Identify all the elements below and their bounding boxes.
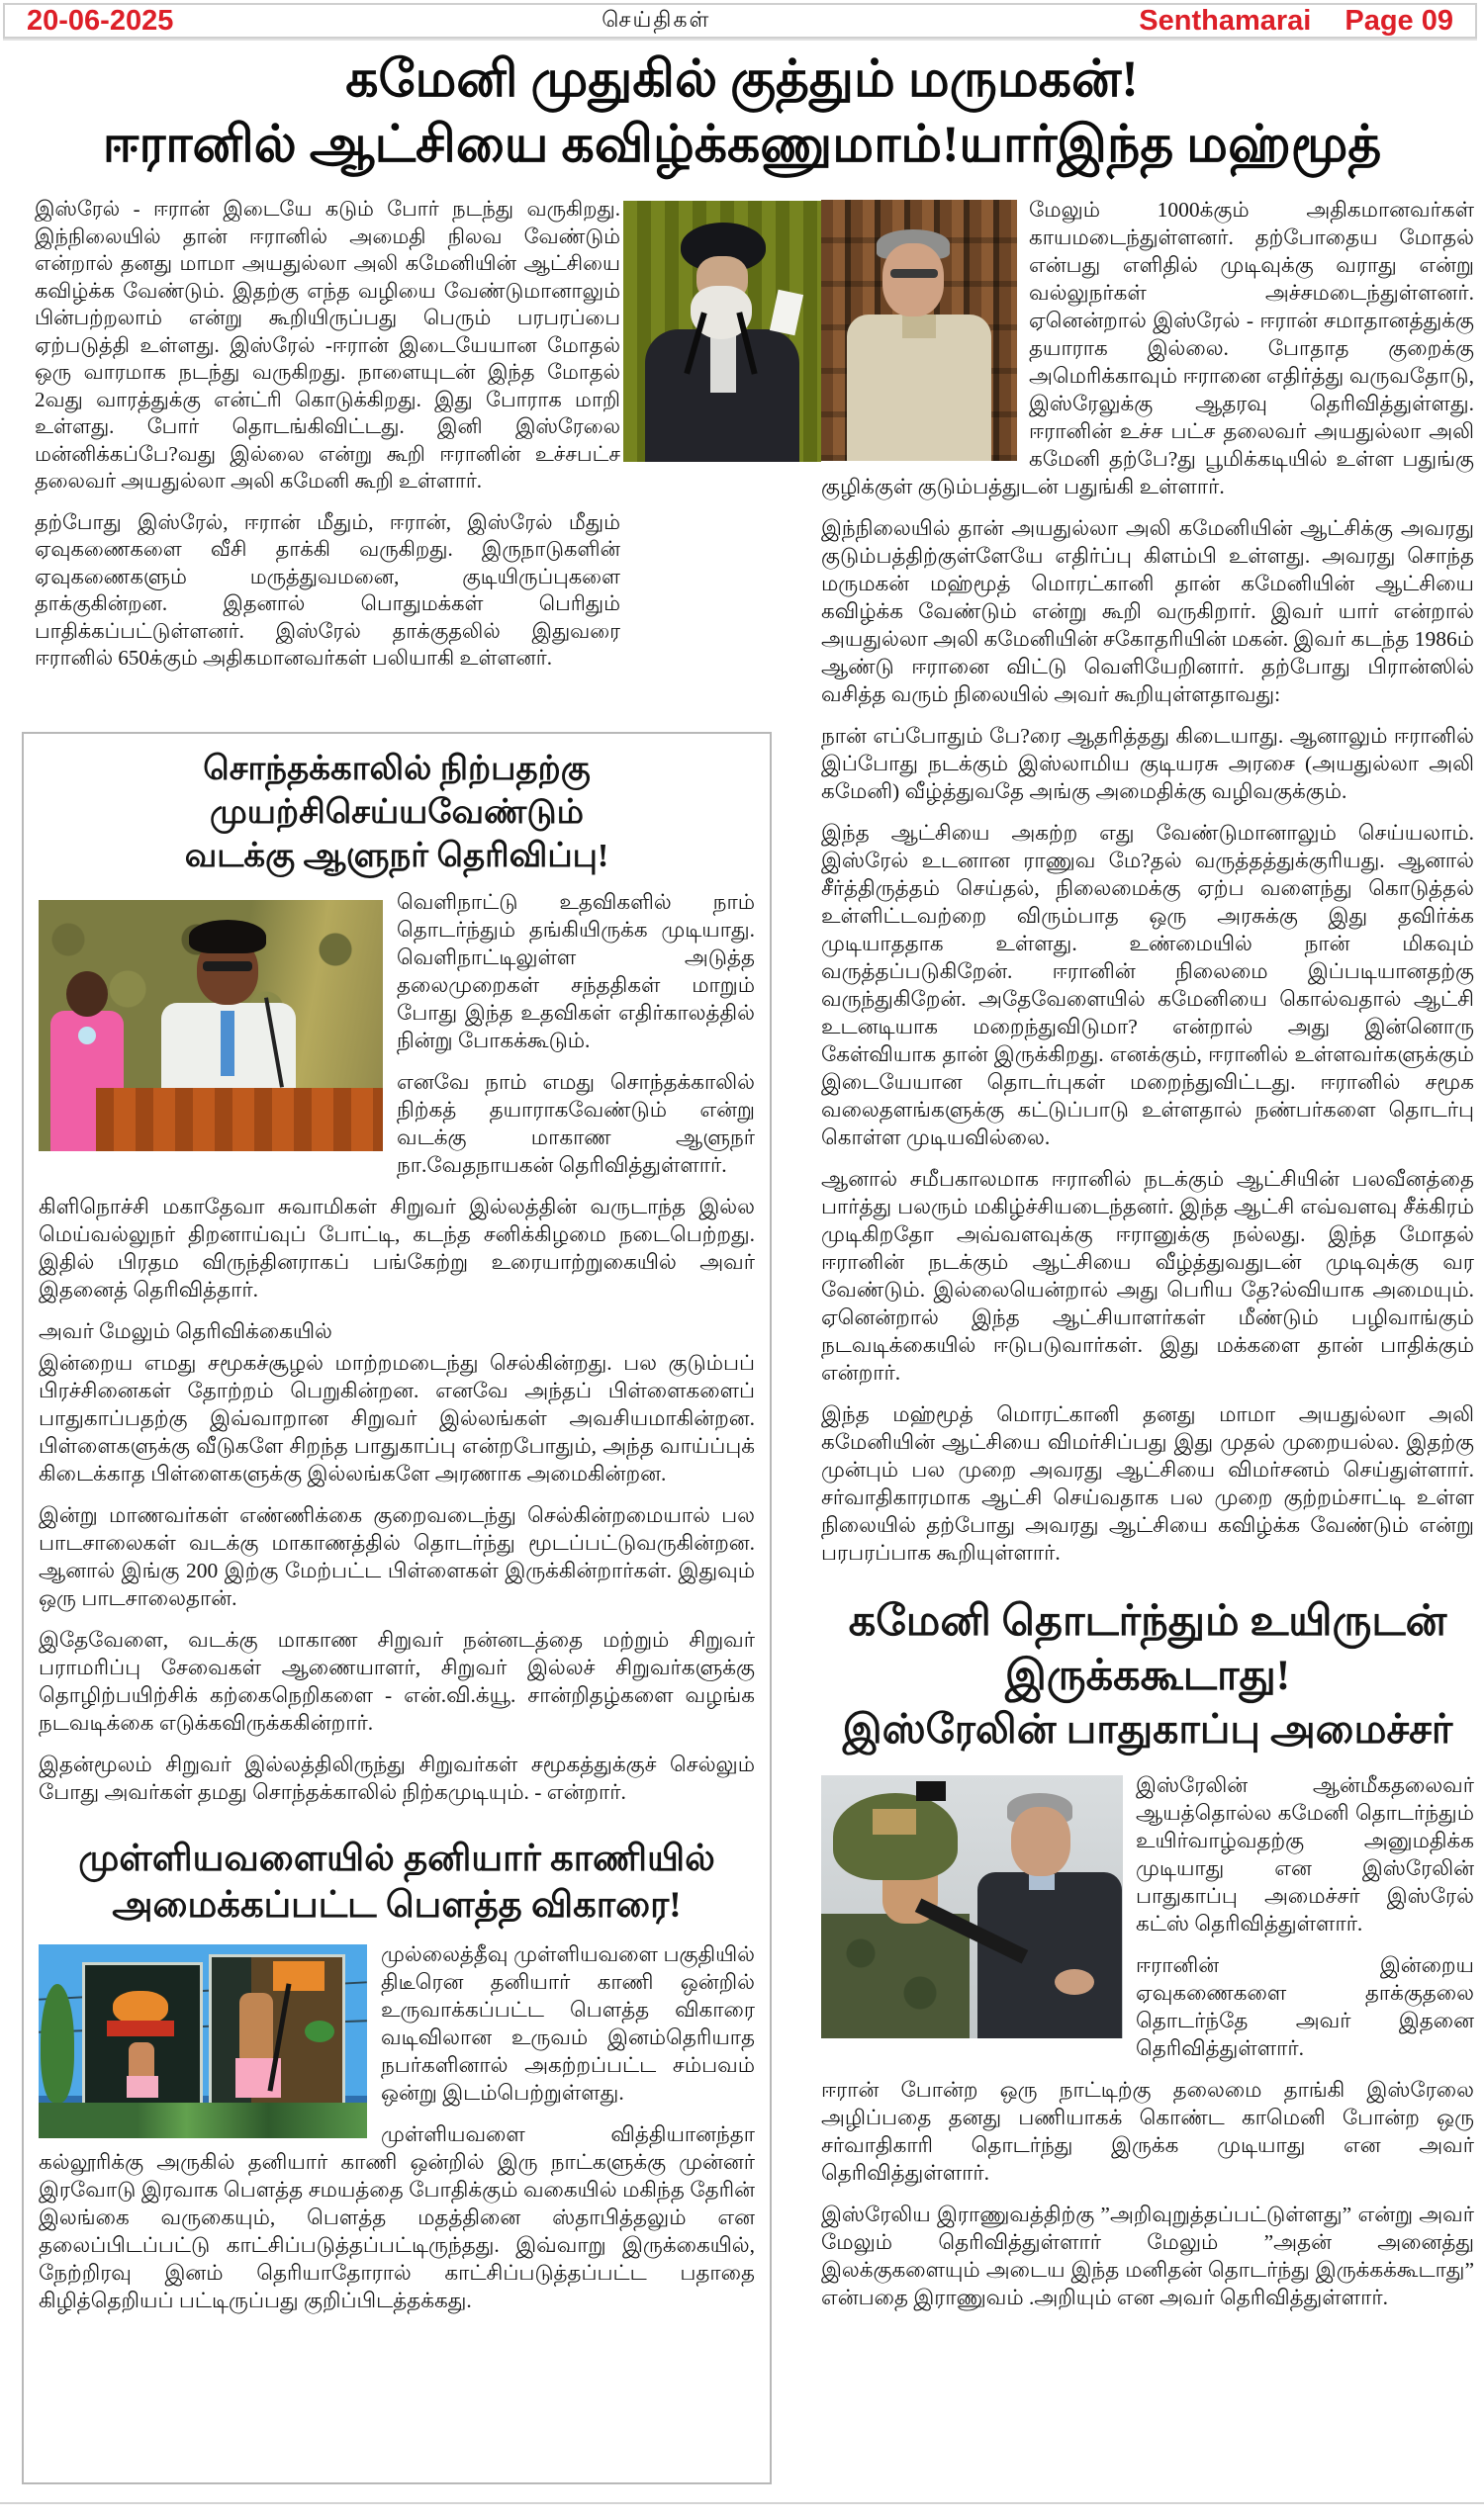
soldier-helmet-mount-shape [916, 1781, 946, 1801]
podium-shape [96, 1088, 383, 1151]
vihara-paragraph-2: முள்ளியவளை வித்தியானந்தா கல்லூரிக்கு அருகில் தனியார் காணி ஒன்றில் இரு நாட்களுக்கு முன்னர் இரவோடு இரவாக பௌத்த சமயத்தை போதிக்கும் வகையில் மகிந்த தேரின் இலங்கை வருகையும், பௌத்த மதத்தினை ஸ்தாபித்தலும் என தலைப்பிடப்பட்டு காட்சிப்படுத்தப்பட்டிருந்தது. இவ்வாறு இருக்கையில், நேற்றிரவு இனம் தெரியாதோரால் காட்சிப்படுத்தப்பட்ட பதாதை கிழித்தெறியப் பட்டிருப்பது குறிப்பிடத்தக்கது. [39, 2122, 755, 2312]
katz-headline-line1: கமேனி தொடர்ந்தும் உயிருடன் இருக்ககூடாது! [848, 1598, 1447, 1699]
iran-left-paragraph-2: தற்போது இஸ்ரேல், ஈரான் மீதும், ஈரான், இஸ்ரேல் மீதும் ஏவுகணைகளை வீசி தாக்கி வருகிறது. இருநாடுகளின் ஏவுகணைகளும் மருத்துவமனை, குடியிருப்புகளை தாக்குகின்றன. இதனால் பொதுமக்கள் பெரிதும் பாதிக்கப்பட்டுள்ளனர். இஸ்ரேல் தாக்குதலில் இதுவரை ஈரானில் 650க்கும் அதிகமானவர்கள் பலியாகி உள்ளனர். [35, 509, 620, 670]
photo-israel-katz-with-soldier [821, 1775, 1123, 2038]
archer-figure-shape [239, 1993, 273, 2066]
iran-left-paragraph-1: இஸ்ரேல் - ஈரான் இடையே கடும் போர் நடந்து வருகிறது. இந்நிலையில் தான் ஈரானில் அமைதி நிலவ வேண்டும் என்றால் தனது மாமா அயதுல்லா அலி கமேனியின் ஆட்சியை கவிழ்க்க வேண்டும். இதற்கு எந்த வழியை வேண்டுமானாலும் பின்பற்றலாம் என்று கூறியிருப்பது பெரும் பரபரப்பை ஏற்படுத்தி உள்ளது. இஸ்ரேல் -ஈரான் இடையேயான மோதல் ஒரு வாரமாக நடந்து வருகிறது. நாளையுடன் இந்த மோதல் 2வது வாரத்துக்கு என்ட்ரி கொடுக்கிறது. இது போராக மாறி உள்ளது. போர் தொடங்கிவிட்டது. இனி இஸ்ரேலை மன்னிக்கப்பே?வது இல்லை என்று கூறி ஈரானின் உச்சபட்ச தலைவர் அயதுல்லா அலி கமேனி கூறி உள்ளார். [35, 197, 620, 493]
banana-leaf-shape [41, 1984, 74, 2103]
masthead-brand: Senthamarai [1139, 4, 1312, 37]
moradkhani-glasses-shape [890, 269, 938, 278]
iran-right-paragraph-3: நான் எப்போதும் பே?ரை ஆதரித்தது கிடையாது. ஆனாலும் ஈரானில் இப்போது நடக்கும் இஸ்லாமிய குடியரசு அரசை (அயதுல்லா அலி கமேனி) வீழ்த்துவதே அங்கு அமைதிக்கு வழிவகுக்கும். [821, 724, 1474, 803]
vihara-paragraph-1: முல்லைத்தீவு முள்ளியவளை பகுதியில் திடீரென தனியார் காணி ஒன்றில் உருவாக்கப்பட்ட பௌத்த விகாரை வடிவிலான உருவம் இனம்தெரியாத நபர்களினால் அகற்றப்பட்ட சம்பவம் ஒன்று இடம்பெற்றுள்ளது. [381, 1942, 755, 2105]
katz-paragraph-1: இஸ்ரேலின் ஆன்மீகதலைவர் ஆயத்தொல்ல கமேனி தொடர்ந்தும் உயிர்வாழ்வதற்கு அனுமதிக்க முடியாது என இஸ்ரேலின் பாதுகாப்பு அமைச்சர் இஸ்ரேல் கட்ஸ் தெரிவித்துள்ளார். [1136, 1773, 1474, 1935]
main-headline-line2: ஈரானில் ஆட்சியை கவிழ்க்கணுமாம்!யார்இந்த மஹ்மூத் [102, 117, 1382, 173]
governor-paragraph-4: அவர் மேலும் தெரிவிக்கையில் [39, 1319, 332, 1343]
katz-article-headline [821, 1594, 1474, 1755]
pink-cloth-shape [127, 2076, 158, 2098]
iran-right-paragraph-4: இந்த ஆட்சியை அகற்ற எது வேண்டுமானாலும் செய்யலாம். இஸ்ரேல் உடனான ராணுவ மே?தல் வருத்தத்துக்குரியது. ஆனால் சீர்த்திருத்தம் செய்தல், நிலைமைக்கு ஏற்ப வளைந்து கொடுத்தல் உள்ளிட்டவற்றை விரும்பாத ஒரு அரசுக்கு இது தவிர்க்க முடியாததாக உள்ளது. உண்மையில் நான் மிகவும் வருத்தப்படுகிறேன். ஈரானின் நிலைமை இப்படியானதற்கு வருந்துகிறேன். அதேவேளையில் கமேனியை கொல்வதால் ஆட்சி உடனடியாக மறைந்துவிடுமா? என்றால் அது இன்னொரு கேள்வியாக தான் இருக்கிறது. எனக்கும், ஈரானில் உள்ளவர்களுக்கும் இடையேயான தொடர்புகள் மறைந்துவிட்டது. ஈரானில் சமூக வலைதளங்களுக்கு கட்டுப்பாடு உள்ளதால் நண்பர்களை தொடர்பு கொள்ள முடியவில்லை. [821, 821, 1474, 1149]
iran-right-paragraph-2: இந்நிலையில் தான் அயதுல்லா அலி கமேனியின் ஆட்சிக்கு அவரது குடும்பத்திற்குள்ளேயே எதிர்ப்பு கிளம்பி உள்ளது. அவரது சொந்த மருமகன் மஹ்மூத் மொரட்கானி தான் கமேனியின் ஆட்சியை கவிழ்க்க வேண்டும் என்று கூறி வருகிறார். இவர் யார் என்றால் அயதுல்லா அலி கமேனியின் சகோதரியின் மகன். இவர் கடந்த 1986ம் ஆண்டு ஈரானை விட்டு வெளியேறினார். தற்போது பிரான்ஸில் வசித்த வரும் நிலையில் அவர் கூறியுள்ளதாவது: [821, 516, 1474, 706]
governor-paragraph-7: இதேவேளை, வடக்கு மாகாண சிறுவர் நன்னடத்தை மற்றும் சிறுவர் பராமரிப்பு சேவைகள் ஆணையாளர், சிறுவர் இல்லச் சிறுவர்களுக்கு தொழிற்பயிற்சிக் கற்கைநெறிகளை - என்.வி.க்யூ. சான்றிதழ்களை வழங்க நடவடிக்கை எடுக்கவிருக்ககின்றார். [39, 1628, 755, 1735]
governor-article-headline [39, 748, 755, 878]
governor-tie-shape [221, 1011, 234, 1076]
governor-hair-shape [189, 920, 266, 953]
iran-article-left-column [35, 196, 620, 686]
governor-paragraph-3: கிளிநொச்சி மகாதேவா சுவாமிகள் சிறுவர் இல்லத்தின் வருடாந்த இல்ல மெய்வல்லுநர் திறனாய்வுப் போட்டி, கடந்த சனிக்கிழமை நடைபெற்றது. இதில் பிரதம விருந்தினராகப் பங்கேற்று உரையாற்றுகையில் அவர் இதனைத் தெரிவித்தார். [39, 1195, 755, 1302]
page-bottom-rule [0, 2502, 1484, 2504]
katz-paragraph-4: இஸ்ரேலிய இராணுவத்திற்கு ”அறிவுறுத்தப்பட்டுள்ளது” என்று அவர் மேலும் தெரிவித்துள்ளார் மேலும் ”அதன் அனைத்து இலக்குகளையும் அடைய இந்த மனிதன் தொடர்ந்து இருக்கக்கூடாது” என்பதை இராணுவம் .அறியும் என அவர் தெரிவித்துள்ளார். [821, 2203, 1474, 2309]
katz-jacket-shape [977, 1872, 1122, 2038]
left-boxed-articles [22, 732, 772, 2484]
katz-hand-shape [1055, 1969, 1094, 1995]
katz-headline-line2: இஸ்ரேலின் பாதுகாப்பு அமைச்சர் [842, 1706, 1453, 1752]
governor-headline-line1: சொந்தக்காலில் நிற்பதற்கு முயற்சிசெய்யவேண்டும் [203, 751, 591, 831]
photo-northern-governor-speaking [39, 900, 383, 1151]
vihara-article-headline [39, 1836, 755, 1929]
governor-paragraph-1: வெளிநாட்டு உதவிகளில் நாம் தொடர்ந்தும் தங்கியிருக்க முடியாது. வெளிநாட்டிலுள்ள அடுத்த தலைமுறைகள் சந்ததிகள் மாறும் போது இந்த உதவிகள் எதிர்காலத்தில் நின்று போகக்கூடும். [397, 890, 755, 1052]
soldier-uniform-shape [821, 1914, 970, 2038]
katz-collar-shape [1029, 1874, 1055, 1890]
masthead-right [1139, 5, 1453, 38]
greenery-strip-shape [39, 2103, 367, 2138]
katz-paragraph-3: ஈரான் போன்ற ஒரு நாட்டிற்கு தலைமை தாங்கி இஸ்ரேலை அழிப்பதை தனது பணியாகக் கொண்ட காமெனி போன்ற ஒரு சர்வாதிகாரி தொடர்ந்து இருக்க முடியாது என அவர் தெரிவித்துள்ளார். [821, 2078, 1474, 2185]
photo-khamenei [623, 201, 821, 462]
iran-right-paragraph-5: ஆனால் சமீபகாலமாக ஈரானில் நடக்கும் ஆட்சியின் பலவீனத்தை பார்த்து பலரும் மகிழ்ச்சியடைந்தனர். இந்த ஆட்சி எவ்வளவு சீக்கிரம் முடிகிறதோ அவ்வளவுக்கு ஈரானுக்கு நல்லது. இந்த மோதல் ஈரானின் நடக்கும் ஆட்சியை வீழ்த்துவதுடன் முடிவுக்கு வர வேண்டும். இல்லையென்றால் அது பெரிய தே?ல்வியாக அமையும். ஏனென்றால் இந்த ஆட்சியாளர்கள் மீண்டும் பழிவாங்கும் நடவடிக்கையில் ஈடுபடுவார்கள். இது மக்களை தான் பாதிக்கும் என்றார். [821, 1167, 1474, 1385]
main-headline [0, 47, 1484, 178]
vihara-headline-line1: முள்ளியவளையில் தனியார் காணியில் [78, 1839, 715, 1879]
bystander-badge-shape [78, 1027, 96, 1044]
masthead-page-number: Page 09 [1345, 4, 1453, 37]
buddha-figures-shape [113, 1991, 168, 2025]
photo-moradkhani [821, 200, 1017, 461]
bystander-head-shape [66, 971, 108, 1017]
moradkhani-face-shape [882, 243, 944, 316]
governor-paragraph-8: இதன்மூலம் சிறுவர் இல்லத்திலிருந்து சிறுவர்கள் சமூகத்துக்குச் செல்லும் போது அவர்கள் தமது சொந்தக்காலில் நிற்கமுடியும். - என்றார். [39, 1753, 755, 1804]
khamenei-paper-shape [770, 290, 803, 335]
photo-vihara-murals [39, 1944, 367, 2138]
masthead-section-title: செய்திகள் [602, 6, 711, 32]
soldier-helmet-patch-shape [873, 1809, 916, 1835]
iran-right-paragraph-1: மேலும் 1000க்கும் அதிகமானவர்கள் காயமடைந்துள்ளனர். தற்போதைய மோதல் என்பது எளிதில் முடிவுக்கு வராது என்று வல்லுநர்கள் அச்சமடைந்துள்ளனர். ஏனென்றால் இஸ்ரேல் - ஈரான் சமாதானத்துக்கு தயாராக இல்லை. போதாத குறைக்கு அமெரிக்காவும் ஈரானை எதிர்த்து வருவதோடு, இஸ்ரேலுக்கு ஆதரவு தெரிவித்துள்ளது. ஈரானின் உச்ச பட்ச தலைவர் அயதுல்லா அலி கமேனி தற்பே?து பூமிக்கடியில் உள்ள பதுங்கு குழிக்குள் குடும்பத்துடன் பதுங்கி உள்ளார். [821, 198, 1474, 498]
governor-headline-line2: வடக்கு ஆளுநர் தெரிவிப்பு! [184, 838, 609, 874]
right-column [821, 196, 1474, 2510]
red-base-shape [107, 2021, 174, 2036]
vihara-headline-line2: அமைக்கப்பட்ட பௌத்த விகாரை! [112, 1885, 682, 1926]
bush-shape [305, 2021, 334, 2042]
soldier-helmet-shape [833, 1793, 958, 1880]
khamenei-collar-shape [710, 331, 736, 393]
moradkhani-collar-shape [902, 315, 936, 338]
masthead-bar [3, 3, 1477, 39]
monk-figures-shape [273, 1961, 325, 1991]
governor-glasses-shape [203, 961, 252, 971]
mural-panel-left [82, 1962, 203, 2109]
mural-panel-right [209, 1954, 345, 2115]
governor-paragraph-6: இன்று மாணவர்கள் எண்ணிக்கை குறைவடைந்து செல்கின்றமையால் பல பாடசாலைகள் வடக்கு மாகாணத்தில் தொடர்ந்து மூடப்பட்டுவருகின்றன. ஆனால் இங்கு 200 இற்கு மேற்பட்ட பிள்ளைகள் இருக்கின்றார்கள். இதுவும் ஒரு பாடசாலைதான். [39, 1503, 755, 1610]
katz-face-shape [1011, 1807, 1070, 1876]
katz-paragraph-2: ஈரானின் இன்றைய ஏவுகணைகளை தாக்குதலை தொடர்ந்தே அவர் இதனை தெரிவித்துள்ளார். [1136, 1953, 1474, 2060]
governor-paragraph-5: இன்றைய எமது சமூகச்சூழல் மாற்றமடைந்து செல்கின்றது. பல குடும்பப் பிரச்சினைகள் தோற்றம் பெறுகின்றன. எனவே அந்தப் பிள்ளைகளைப் பாதுகாப்பதற்கு இவ்வாறான சிறுவர் இல்லங்கள் அவசியமாகின்றன. பிள்ளைகளுக்கு வீடுகளே சிறந்த பாதுகாப்பு என்றபோதும், அந்த வாய்ப்புக் கிடைக்காத பிள்ளைகளுக்கு இல்லங்களே அரணாக அமைகின்றன. [39, 1351, 755, 1485]
iran-right-paragraph-6: இந்த மஹ்மூத் மொரட்கானி தனது மாமா அயதுல்லா அலி கமேனியின் ஆட்சியை விமர்சிப்பது இது முதல் முறையல்ல. இதற்கு முன்பும் பல முறை அவரது ஆட்சியை விமர்சனம் செய்துள்ளார். சர்வாதிகாரமாக ஆட்சி செய்வதாக பல முறை குற்றம்சாட்டி உள்ள நிலையில் தற்போது அவரது ஆட்சியை கவிழ்க்க வேண்டும் என்று பரபரப்பாக கூறியுள்ளார். [821, 1402, 1474, 1565]
masthead-date: 20-06-2025 [27, 4, 174, 37]
main-headline-line1: கமேனி முதுகில் குத்தும் மருமகன்! [345, 51, 1139, 108]
governor-paragraph-2: எனவே நாம் எமது சொந்தக்காலில் நிற்கத் தயாராகவேண்டும் என்று வடக்கு மாகாண ஆளுநர் நா.வேதநாயகன் தெரிவித்துள்ளார். [397, 1070, 755, 1177]
